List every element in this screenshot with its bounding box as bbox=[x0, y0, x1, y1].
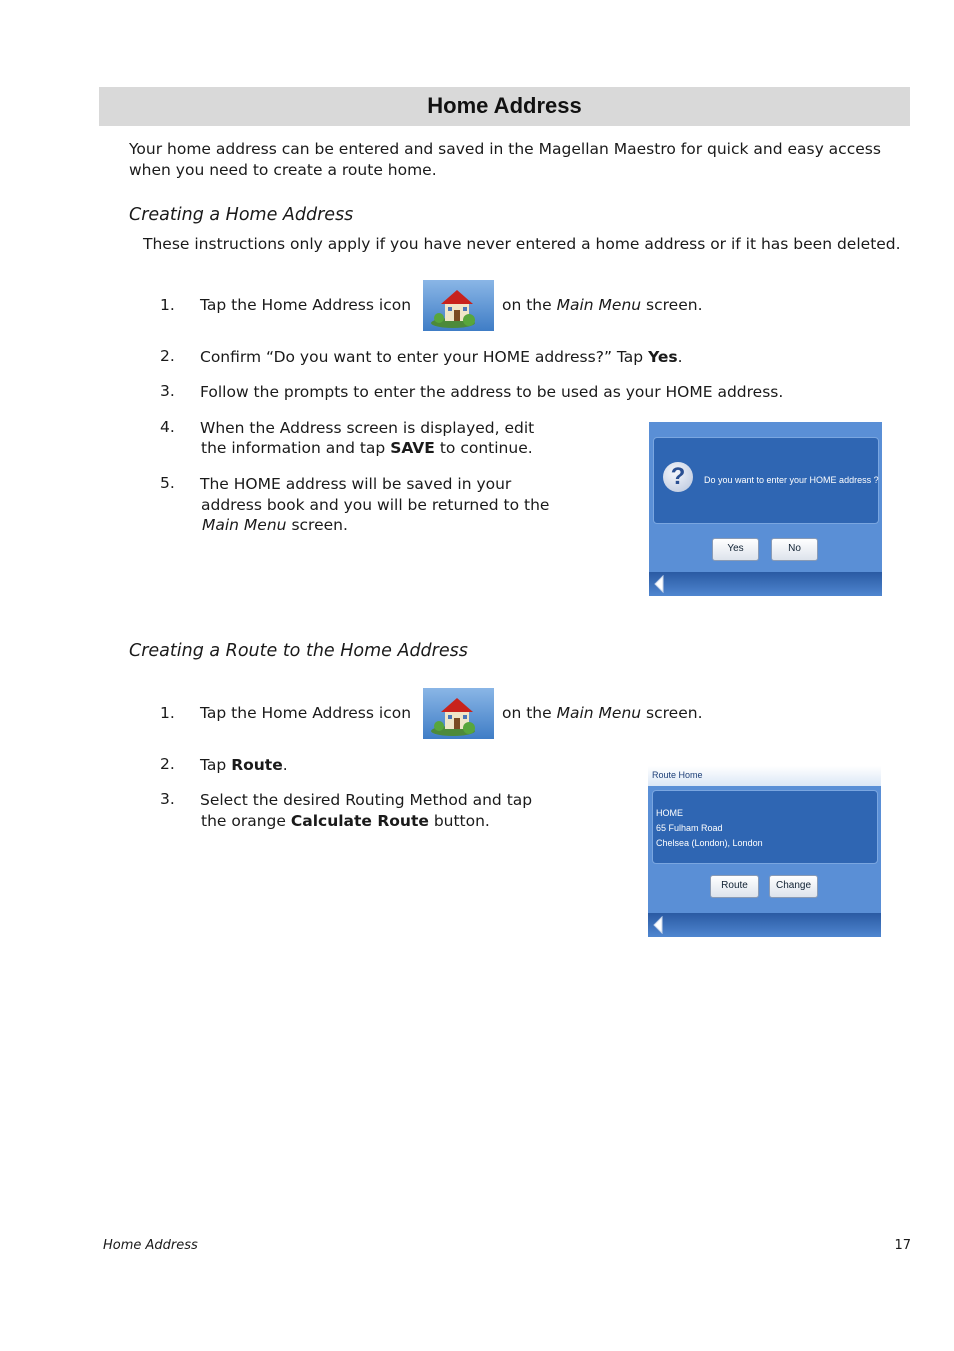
back-arrow-icon[interactable] bbox=[652, 916, 664, 934]
dialog-screenshot bbox=[649, 422, 882, 596]
step-text bbox=[502, 295, 703, 316]
home-address-icon bbox=[423, 280, 494, 331]
step-text: Tap the Home Address icon bbox=[200, 296, 412, 314]
step-number: 3. bbox=[160, 790, 175, 808]
address-line: HOME bbox=[656, 808, 683, 818]
step-text-part: the orange bbox=[201, 812, 286, 830]
intro-paragraph: Your home address can be entered and saved in the Magellan Maestro for quick and easy access when you need to create a route home. bbox=[129, 140, 881, 179]
back-arrow-icon[interactable] bbox=[653, 575, 665, 593]
menu-name: Main Menu bbox=[556, 296, 642, 314]
step-text-part: . bbox=[677, 348, 683, 366]
page-number: 17 bbox=[894, 1238, 911, 1253]
step-text: Follow the prompts to enter the address to be used as your HOME address. bbox=[200, 383, 784, 401]
step-text-part: the information and tap bbox=[201, 439, 386, 457]
route-label: Route bbox=[231, 756, 283, 774]
step-text: Tap the Home Address icon bbox=[200, 704, 412, 722]
footer-section: Home Address bbox=[103, 1238, 198, 1253]
step-text-part: screen. bbox=[646, 296, 703, 314]
title-bar bbox=[99, 87, 910, 126]
step-text-part: screen. bbox=[646, 704, 703, 722]
step-text: Select the desired Routing Method and tap bbox=[200, 791, 533, 809]
step-text-part: Tap bbox=[200, 756, 227, 774]
step-text-part: on the bbox=[502, 296, 552, 314]
address-line: 65 Fulham Road bbox=[656, 823, 723, 833]
step-text-part: Confirm “Do you want to enter your HOME address?” Tap bbox=[200, 348, 644, 366]
save-label: SAVE bbox=[390, 439, 435, 457]
page-title: Home Address bbox=[427, 93, 582, 118]
no-button[interactable]: No bbox=[771, 538, 818, 561]
bottom-bar bbox=[648, 913, 881, 937]
yes-button[interactable]: Yes bbox=[712, 538, 759, 561]
menu-name: Main Menu bbox=[556, 704, 642, 722]
step-number: 2. bbox=[160, 347, 175, 365]
screen-title: Route Home bbox=[652, 770, 703, 780]
step-number: 3. bbox=[160, 382, 175, 400]
home-address-icon bbox=[423, 688, 494, 739]
step-text: The HOME address will be saved in your bbox=[200, 475, 512, 493]
calculate-route-label: Calculate Route bbox=[290, 812, 429, 830]
address-panel bbox=[652, 790, 878, 864]
address-block bbox=[656, 806, 763, 851]
section-note: These instructions only apply if you have never entered a home address or if it has been deleted. bbox=[143, 235, 901, 253]
dialog-question: Do you want to enter your HOME address ? bbox=[704, 475, 879, 485]
question-icon: ? bbox=[663, 462, 693, 492]
step-number: 1. bbox=[160, 704, 175, 722]
step-text-part: button. bbox=[433, 812, 490, 830]
step-number: 4. bbox=[160, 418, 175, 436]
dialog-panel bbox=[653, 437, 879, 524]
screen-body bbox=[648, 786, 881, 937]
route-button[interactable]: Route bbox=[710, 875, 759, 898]
step-number: 1. bbox=[160, 296, 175, 314]
step-text bbox=[200, 755, 288, 776]
step-number: 2. bbox=[160, 755, 175, 773]
step-number: 5. bbox=[160, 474, 175, 492]
step-text-part: . bbox=[282, 756, 288, 774]
step-text bbox=[201, 438, 533, 459]
step-text: address book and you will be returned to the bbox=[201, 496, 550, 514]
route-home-screenshot bbox=[648, 766, 881, 937]
menu-name: Main Menu bbox=[202, 516, 287, 534]
bottom-bar bbox=[649, 572, 882, 596]
section-heading-route-home: Creating a Route to the Home Address bbox=[129, 641, 468, 661]
step-text bbox=[502, 703, 703, 724]
address-line: Chelsea (London), London bbox=[656, 838, 763, 848]
section-heading-create-home: Creating a Home Address bbox=[129, 205, 354, 225]
step-text bbox=[201, 811, 490, 832]
step-text-part: on the bbox=[502, 704, 552, 722]
step-text: When the Address screen is displayed, edit bbox=[200, 419, 535, 437]
step-text-part: to continue. bbox=[439, 439, 533, 457]
step-text-part: screen. bbox=[291, 516, 348, 534]
yes-label: Yes bbox=[648, 348, 678, 366]
step-text bbox=[200, 347, 683, 368]
screen-title-bar bbox=[648, 766, 881, 786]
step-text bbox=[202, 515, 348, 536]
change-button[interactable]: Change bbox=[769, 875, 818, 898]
